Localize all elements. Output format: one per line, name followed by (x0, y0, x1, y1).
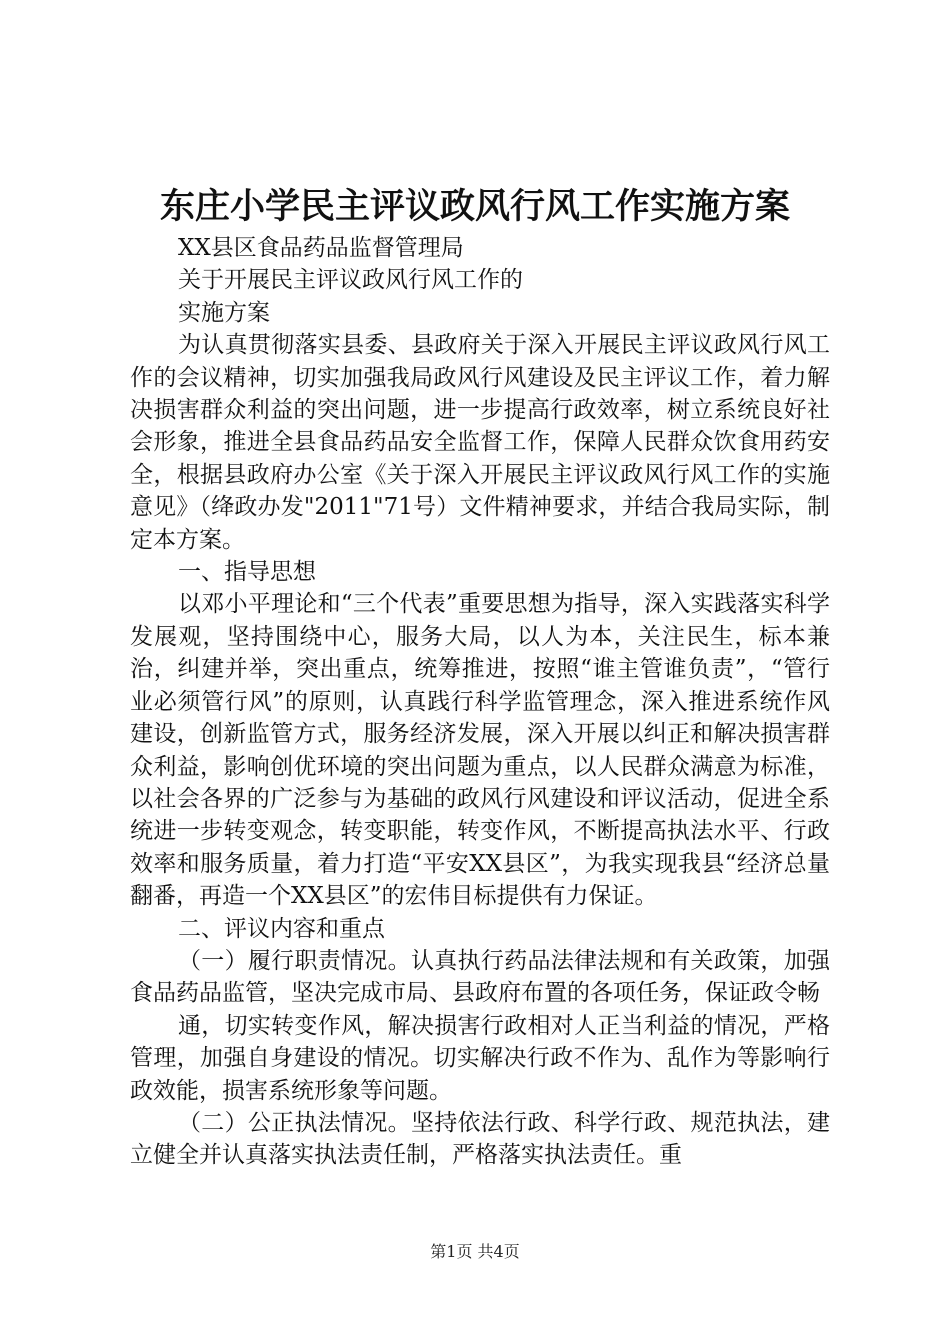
section-heading-content: 二、评议内容和重点 (178, 915, 385, 942)
page-number-footer: 第1页 共4页 (430, 1242, 520, 1261)
document-body (130, 232, 830, 1172)
subject-line: 关于开展民主评议政风行风工作的 (178, 267, 523, 294)
law-enforcement-paragraph: （二）公正执法情况。坚持依法行政、科学行政、规范执法，建立健全并认真落实执法责任制，严格落实执法责任。重 (130, 1109, 830, 1169)
duty-paragraph: （一）履行职责情况。认真执行药品法律法规和有关政策，加强食品药品监管，坚决完成市局、县政府布置的各项任务，保证政令畅 (130, 947, 830, 1007)
guiding-paragraph: 以邓小平理论和“三个代表”重要思想为指导，深入实践落实科学发展观，坚持围绕中心，服务大局，以人为本，关注民生，标本兼治，纠建并举，突出重点，统筹推进，按照“谁主管谁负责”，“管行业必须管行风”的原则，认真践行科学监管理念，深入推进系统作风建设，创新监管方式，服务经济发展，深入开展以纠正和解决损害群众利益，影响创优环境的突出问题为重点，以人民群众满意为标准，以社会各界的广泛参与为基础的政风行风建设和评议活动，促进全系统进一步转变观念，转变职能，转变作风，不断提高执法水平、行政效率和服务质量，着力打造“平安XX县区”，为我实现我县“经济总量翻番，再造一个XX县区”的宏伟目标提供有力保证。 (130, 591, 830, 910)
duty-continued-paragraph: 通，切实转变作风，解决损害行政相对人正当利益的情况，严格管理，加强自身建设的情况。切实解决行政不作为、乱作为等影响行政效能，损害系统形象等问题。 (130, 1012, 830, 1104)
subtitle-line: 实施方案 (178, 299, 270, 326)
document-title: 东庄小学民主评议政风行风工作实施方案 (159, 186, 790, 227)
org-name-line: XX县区食品药品监督管理局 (178, 235, 464, 261)
intro-paragraph: 为认真贯彻落实县委、县政府关于深入开展民主评议政风行风工作的会议精神，切实加强我局政风行风建设及民主评议工作，着力解决损害群众利益的突出问题，进一步提高行政效率，树立系统良好社会形象，推进全县食品药品安全监督工作，保障人民群众饮食用药安全，根据县政府办公室《关于深入开展民主评议政风行风工作的实施意见》（绛政办发"2011"71号）文件精神要求，并结合我局实际，制定本方案。 (130, 332, 830, 553)
section-heading-guiding: 一、指导思想 (178, 559, 316, 586)
